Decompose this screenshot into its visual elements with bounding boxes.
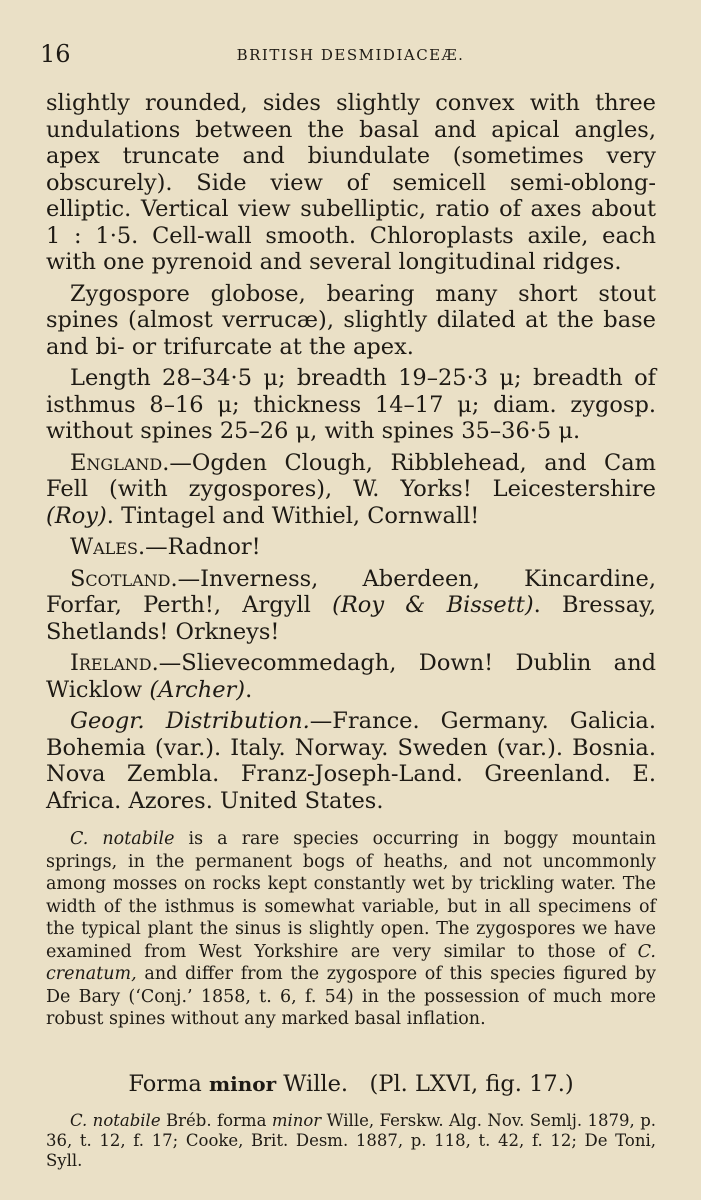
forma-prefix: Forma (128, 1070, 209, 1097)
note-text: is a rare species occurring in boggy mountain springs, in the permanent bogs of heaths, and not uncommonly among mosses on rocks kept constantly wet by trickling water. The width of the isthmus is somewhat variable, but in all specimens of the typical plant the sinus is slightly open. The zygospores we have examined from West Yorkshire are very similar to those of (46, 829, 656, 962)
forma-name: minor (271, 1110, 322, 1130)
authority: (Archer) (149, 676, 246, 703)
species-name: C. notabile (70, 829, 175, 849)
running-title: BRITISH DESMIDIACEÆ. (236, 46, 465, 64)
locality-text: —Slievecommedagh, Down! Dublin and Wicklow (46, 650, 656, 703)
forma-plate: (Pl. LXVI, fig. 17.) (369, 1070, 574, 1097)
citation-text: Wille, Ferskw. Alg. Nov. Semlj. 1879, p. 36, t. 12, f. 17; Cooke, Brit. Desm. 1887, p. 118, t. 42, f. 12; De Toni, Syll. (46, 1110, 657, 1170)
locality-wales (46, 534, 656, 561)
region-label: Ireland. (70, 650, 159, 676)
forma-author: Wille. (276, 1070, 349, 1097)
species-name: C. crenatum, (46, 941, 656, 984)
commentary-note (46, 828, 656, 1031)
region-label: Scotland. (70, 565, 178, 592)
authority: (Roy & Bissett) (332, 592, 534, 618)
measurements-paragraph: Length 28–34·5 μ; breadth 19–25·3 μ; breadth of isthmus 8–16 μ; thickness 14–17 μ; diam. zygosp. without spines 25–26 μ, with spines 35–36·5 μ. (46, 365, 656, 444)
locality-text: —Inverness, Aberdeen, Kincardine, Forfar, Perth!, Argyll (46, 565, 656, 618)
synonymy-citation (46, 1111, 656, 1171)
citation-text: Bréb. forma (160, 1110, 272, 1130)
forma-name: minor (208, 1071, 277, 1096)
locality-text: —France. Germany. Galicia. Bohemia (var.). Italy. Norway. Sweden (var.). Bosnia. Nova Zembla. Franz-Joseph-Land. Greenland. E. Africa. Azores. United States. (46, 708, 656, 814)
forma-heading (46, 1071, 656, 1097)
region-label: Geogr. Distribution. (70, 708, 310, 734)
page-number: 16 (40, 40, 71, 68)
zygospore-paragraph: Zygospore globose, bearing many short stout spines (almost verrucæ), slightly dilated at the base and bi- or trifurcate at the apex. (46, 280, 656, 360)
page-body (46, 90, 656, 1171)
locality-text: . (245, 676, 253, 703)
geographic-distribution (46, 708, 656, 814)
region-label: Wales. (70, 534, 146, 560)
locality-text: —Ogden Clough, Ribblehead, and Cam Fell (with zygospores), W. Yorks! Leicestershire (46, 449, 656, 502)
locality-ireland (46, 650, 656, 703)
locality-text: —Radnor! (145, 534, 261, 560)
authority: (Roy) (46, 502, 107, 529)
locality-scotland (46, 566, 656, 646)
note-text: and differ from the zygospore of this species figured by De Bary (‘Conj.’ 1858, t. 6, f. 54) in the possession of much more robust spines without any marked basal inflation. (46, 964, 656, 1029)
description-paragraph: slightly rounded, sides slightly convex with three undulations between the basal and apical angles, apex truncate and biundulate (sometimes very obscurely). Side view of semicell semi-oblong-elliptic. Vertical view subelliptic, ratio of axes about 1 : 1·5. Cell-wall smooth. Chloroplasts axile, each with one pyrenoid and several longitudinal ridges. (46, 90, 656, 275)
species-name: C. notabile (70, 1110, 161, 1130)
locality-england (46, 450, 656, 530)
page-header (40, 40, 661, 74)
region-label: England. (70, 449, 170, 476)
locality-text: . Bressay, Shetlands! Orkneys! (46, 592, 657, 645)
locality-text: . Tintagel and Withiel, Cornwall! (106, 502, 480, 529)
